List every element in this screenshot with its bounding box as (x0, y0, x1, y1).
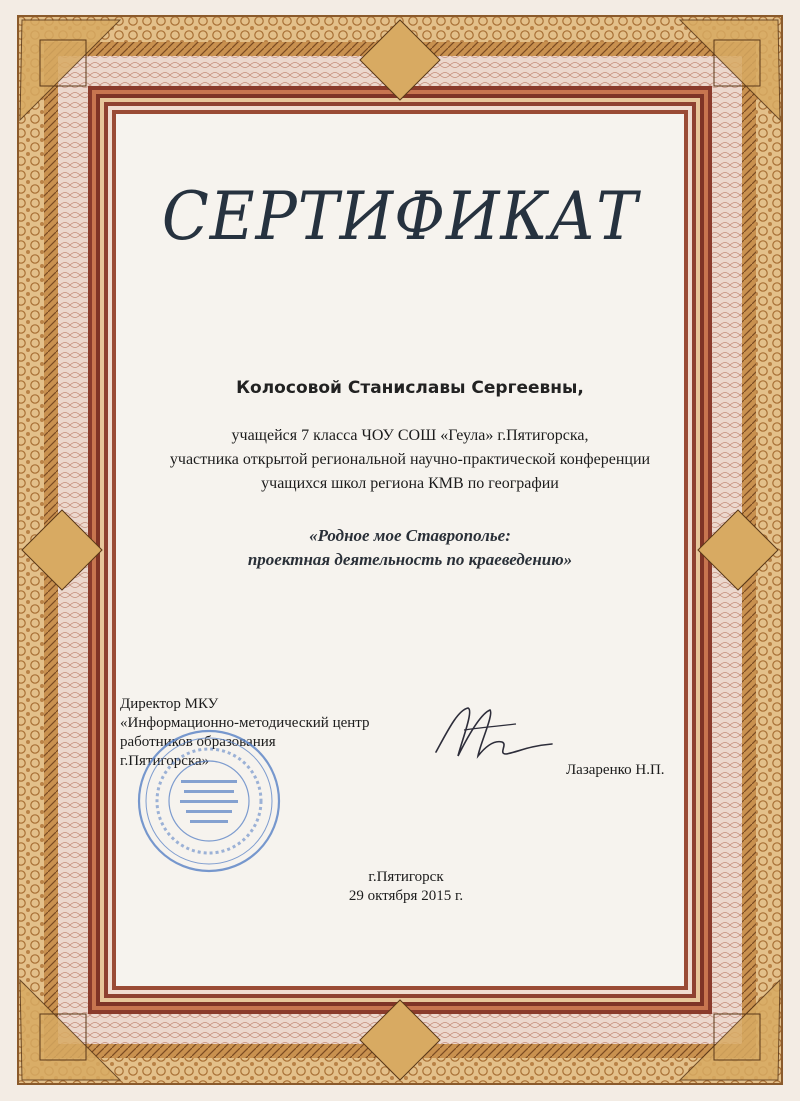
description-block (90, 424, 730, 496)
director-line: г.Пятигорска» (120, 753, 210, 769)
place-date-block (0, 868, 800, 906)
topic-line: проектная деятельность по краеведению» (247, 550, 573, 569)
signature-icon (428, 700, 558, 770)
description-line: учащейся 7 класса ЧОУ СОШ «Геула» г.Пятигорска, (231, 427, 589, 444)
certificate-title: СЕРТИФИКАТ (161, 178, 639, 255)
director-line: Директор МКУ (120, 696, 219, 712)
recipient-name: Колосовой Станиславы Сергеевны, (236, 378, 584, 398)
description-line: учащихся школ региона КМВ по географии (261, 475, 559, 492)
signer-name: Лазаренко Н.П. (566, 762, 665, 778)
topic-title (90, 524, 730, 572)
date-text: 29 октября 2015 г. (348, 888, 464, 904)
official-stamp-icon (136, 728, 282, 874)
topic-line: «Родное мое Ставрополье: (309, 526, 511, 545)
description-line: участника открытой региональной научно-практической конференции (169, 451, 651, 468)
director-line: «Информационно-методический центр (120, 715, 370, 731)
place-text: г.Пятигорск (368, 869, 444, 885)
director-line: работников образования (120, 734, 276, 750)
